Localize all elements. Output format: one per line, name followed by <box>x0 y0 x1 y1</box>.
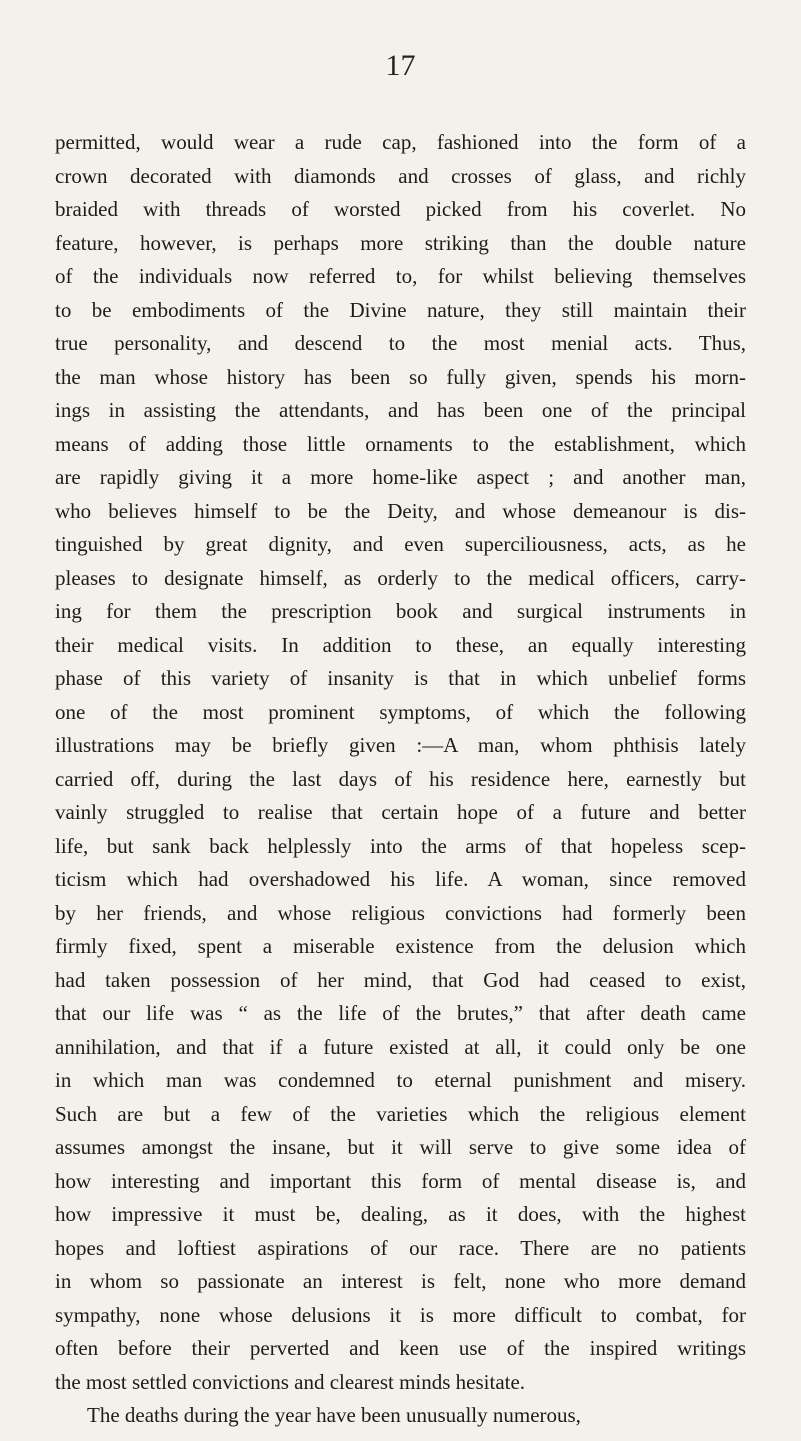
text-line: hopes and loftiest aspirations of our race. There are no patients <box>55 1235 746 1260</box>
text-line: had taken possession of her mind, that God had ceased to exist, <box>55 967 746 992</box>
text-line: are rapidly giving it a more home-like aspect ; and another man, <box>55 465 746 489</box>
text-line: life, but sank back helplessly into the arms of that hopeless scep- <box>55 833 746 858</box>
text-line: to be embodiments of the Divine nature, they still maintain their <box>55 297 746 322</box>
text-line: how impressive it must be, dealing, as it does, with the highest <box>55 1202 746 1226</box>
text-line: how interesting and important this form of mental disease is, and <box>55 1168 746 1193</box>
text-line: illustrations may be briefly given :—A man, whom phthisis lately <box>55 733 746 757</box>
text-line: braided with threads of worsted picked from his coverlet. No <box>55 197 746 221</box>
text-line: vainly struggled to realise that certain hope of a future and better <box>55 800 746 824</box>
text-line: annihilation, and that if a future existed at all, it could only be one <box>55 1034 746 1059</box>
text-line: the most settled convictions and clearest minds hesitate. <box>55 1369 526 1394</box>
text-line-paragraph-start: The deaths during the year have been unusually numerous, <box>87 1403 581 1427</box>
text-line: carried off, during the last days of his residence here, earnestly but <box>55 766 746 791</box>
text-line: of the individuals now referred to, for whilst believing themselves <box>55 264 746 288</box>
text-line: ticism which had overshadowed his life. A woman, since removed <box>55 867 746 891</box>
text-line: permitted, would wear a rude cap, fashioned into the form of a <box>55 130 746 154</box>
text-line: one of the most prominent symptoms, of which the following <box>55 699 746 724</box>
text-line: in which man was condemned to eternal punishment and misery. <box>55 1068 746 1092</box>
text-line: sympathy, none whose delusions it is more difficult to combat, for <box>55 1302 746 1327</box>
text-line: feature, however, is perhaps more striking than the double nature <box>55 230 746 255</box>
text-line: Such are but a few of the varieties which the religious element <box>55 1101 746 1126</box>
page-number: 17 <box>385 49 416 82</box>
text-line: tinguished by great dignity, and even superciliousness, acts, as he <box>55 532 746 556</box>
text-line: that our life was “ as the life of the brutes,” that after death came <box>55 1001 746 1025</box>
text-line: in whom so passionate an interest is felt, none who more demand <box>55 1269 746 1293</box>
text-line: true personality, and descend to the most menial acts. Thus, <box>55 331 746 355</box>
text-line: who believes himself to be the Deity, and whose demeanour is dis- <box>55 498 746 523</box>
text-line: means of adding those little ornaments to the establishment, which <box>55 431 746 456</box>
text-line: phase of this variety of insanity is that in which unbelief forms <box>55 666 746 690</box>
text-line: assumes amongst the insane, but it will serve to give some idea of <box>55 1135 746 1159</box>
text-line: their medical visits. In addition to these, an equally interesting <box>55 632 746 657</box>
text-line: often before their perverted and keen use of the inspired writings <box>55 1336 746 1360</box>
text-line: firmly fixed, spent a miserable existence from the delusion which <box>55 934 746 958</box>
text-line: ing for them the prescription book and surgical instruments in <box>55 599 746 623</box>
text-line: pleases to designate himself, as orderly to the medical officers, carry- <box>55 565 746 590</box>
text-line: the man whose history has been so fully given, spends his morn- <box>55 364 746 389</box>
text-line: by her friends, and whose religious convictions had formerly been <box>55 900 746 925</box>
body-text <box>55 126 746 1433</box>
text-line: crown decorated with diamonds and crosses of glass, and richly <box>55 163 746 188</box>
text-line: ings in assisting the attendants, and has been one of the principal <box>55 398 746 422</box>
